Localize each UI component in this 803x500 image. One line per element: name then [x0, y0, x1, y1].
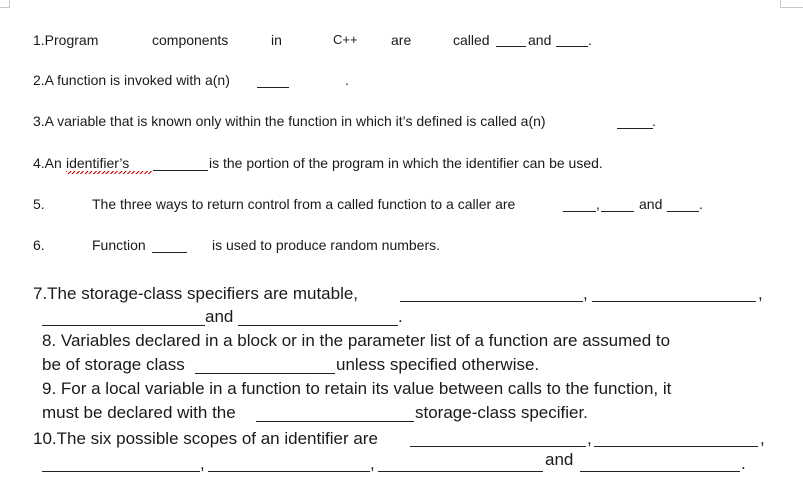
- q10-blank-3[interactable]: [42, 471, 200, 472]
- q9-line-1: 9. For a local variable in a function to retain its value between calls to the function, it: [42, 379, 672, 398]
- q9-line-2a: must be declared with the: [42, 403, 236, 422]
- q4-blank[interactable]: [153, 170, 208, 171]
- q7-blank-1[interactable]: [400, 301, 583, 302]
- q10-comma-1: ,: [587, 429, 592, 448]
- q4-prefix: 4.An: [33, 155, 62, 171]
- q10-text: 10.The six possible scopes of an identifier are: [33, 429, 378, 448]
- q10-blank-2[interactable]: [594, 446, 758, 447]
- q1-word-components: components: [152, 32, 229, 48]
- q1-word-in: in: [271, 32, 282, 48]
- spellcheck-squiggle: [66, 171, 152, 174]
- q1-blank-2[interactable]: [556, 46, 588, 47]
- q7-period: .: [398, 307, 403, 326]
- q7-blank-3[interactable]: [42, 325, 205, 326]
- q1-word-called: called: [453, 32, 490, 48]
- q10-blank-1[interactable]: [410, 446, 586, 447]
- q10-blank-6[interactable]: [580, 471, 740, 472]
- q1-word-program: 1.Program: [33, 32, 99, 48]
- q9-blank[interactable]: [256, 421, 414, 422]
- q7-and: and: [205, 307, 234, 326]
- q7-blank-2[interactable]: [592, 301, 756, 302]
- q3-blank[interactable]: [617, 128, 653, 129]
- q1-word-and: and: [528, 32, 552, 48]
- q1-period: .: [588, 32, 592, 48]
- q5-and: and: [639, 196, 663, 212]
- q7-comma-2: ,: [758, 284, 763, 303]
- q3-period: .: [652, 113, 656, 129]
- q5-text: The three ways to return control from a called function to a caller are: [92, 196, 516, 212]
- page-corner-mark-left: [0, 0, 10, 8]
- q10-blank-4[interactable]: [208, 471, 370, 472]
- q8-line-1: 8. Variables declared in a block or in the parameter list of a function are assumed to: [42, 331, 671, 350]
- q8-blank[interactable]: [195, 373, 335, 374]
- q6-text: is used to produce random numbers.: [212, 237, 441, 253]
- q1-blank-1[interactable]: [496, 46, 526, 47]
- q10-comma-3: ,: [200, 454, 205, 473]
- q9-line-2b: storage-class specifier.: [415, 403, 588, 422]
- q5-blank-2[interactable]: [601, 211, 634, 212]
- q5-blank-1[interactable]: [563, 211, 596, 212]
- q5-blank-3[interactable]: [667, 211, 699, 212]
- q1-word-are: are: [391, 32, 412, 48]
- page-corner-mark-right: [780, 0, 803, 8]
- q1-word-cpp: C++: [333, 32, 358, 47]
- q10-comma-4: ,: [370, 454, 375, 473]
- q8-line-2b: unless specified otherwise.: [336, 355, 540, 374]
- q7-text: 7.The storage-class specifiers are mutable,: [33, 284, 359, 303]
- q7-blank-4[interactable]: [238, 325, 398, 326]
- q2-blank[interactable]: [257, 87, 289, 88]
- q5-number: 5.: [33, 196, 45, 212]
- q4-identifier-word: identifier’s: [66, 155, 130, 171]
- q10-period: .: [741, 454, 746, 473]
- q8-line-2a: be of storage class: [42, 355, 185, 374]
- q2-text: 2.A function is invoked with a(n): [33, 72, 230, 88]
- q7-comma-1: ,: [583, 284, 588, 303]
- q6-text-function: Function: [92, 237, 146, 253]
- q5-comma: ,: [596, 196, 600, 212]
- q2-period: .: [345, 72, 349, 88]
- q6-number: 6.: [33, 237, 45, 253]
- q4-text: is the portion of the program in which the identifier can be used.: [209, 155, 603, 171]
- q6-blank[interactable]: [152, 252, 187, 253]
- q10-comma-2: ,: [760, 429, 765, 448]
- q5-period: .: [699, 196, 703, 212]
- q10-and: and: [545, 450, 574, 469]
- q3-text: 3.A variable that is known only within the function in which it’s defined is called a(n): [33, 113, 546, 129]
- q10-blank-5[interactable]: [378, 471, 543, 472]
